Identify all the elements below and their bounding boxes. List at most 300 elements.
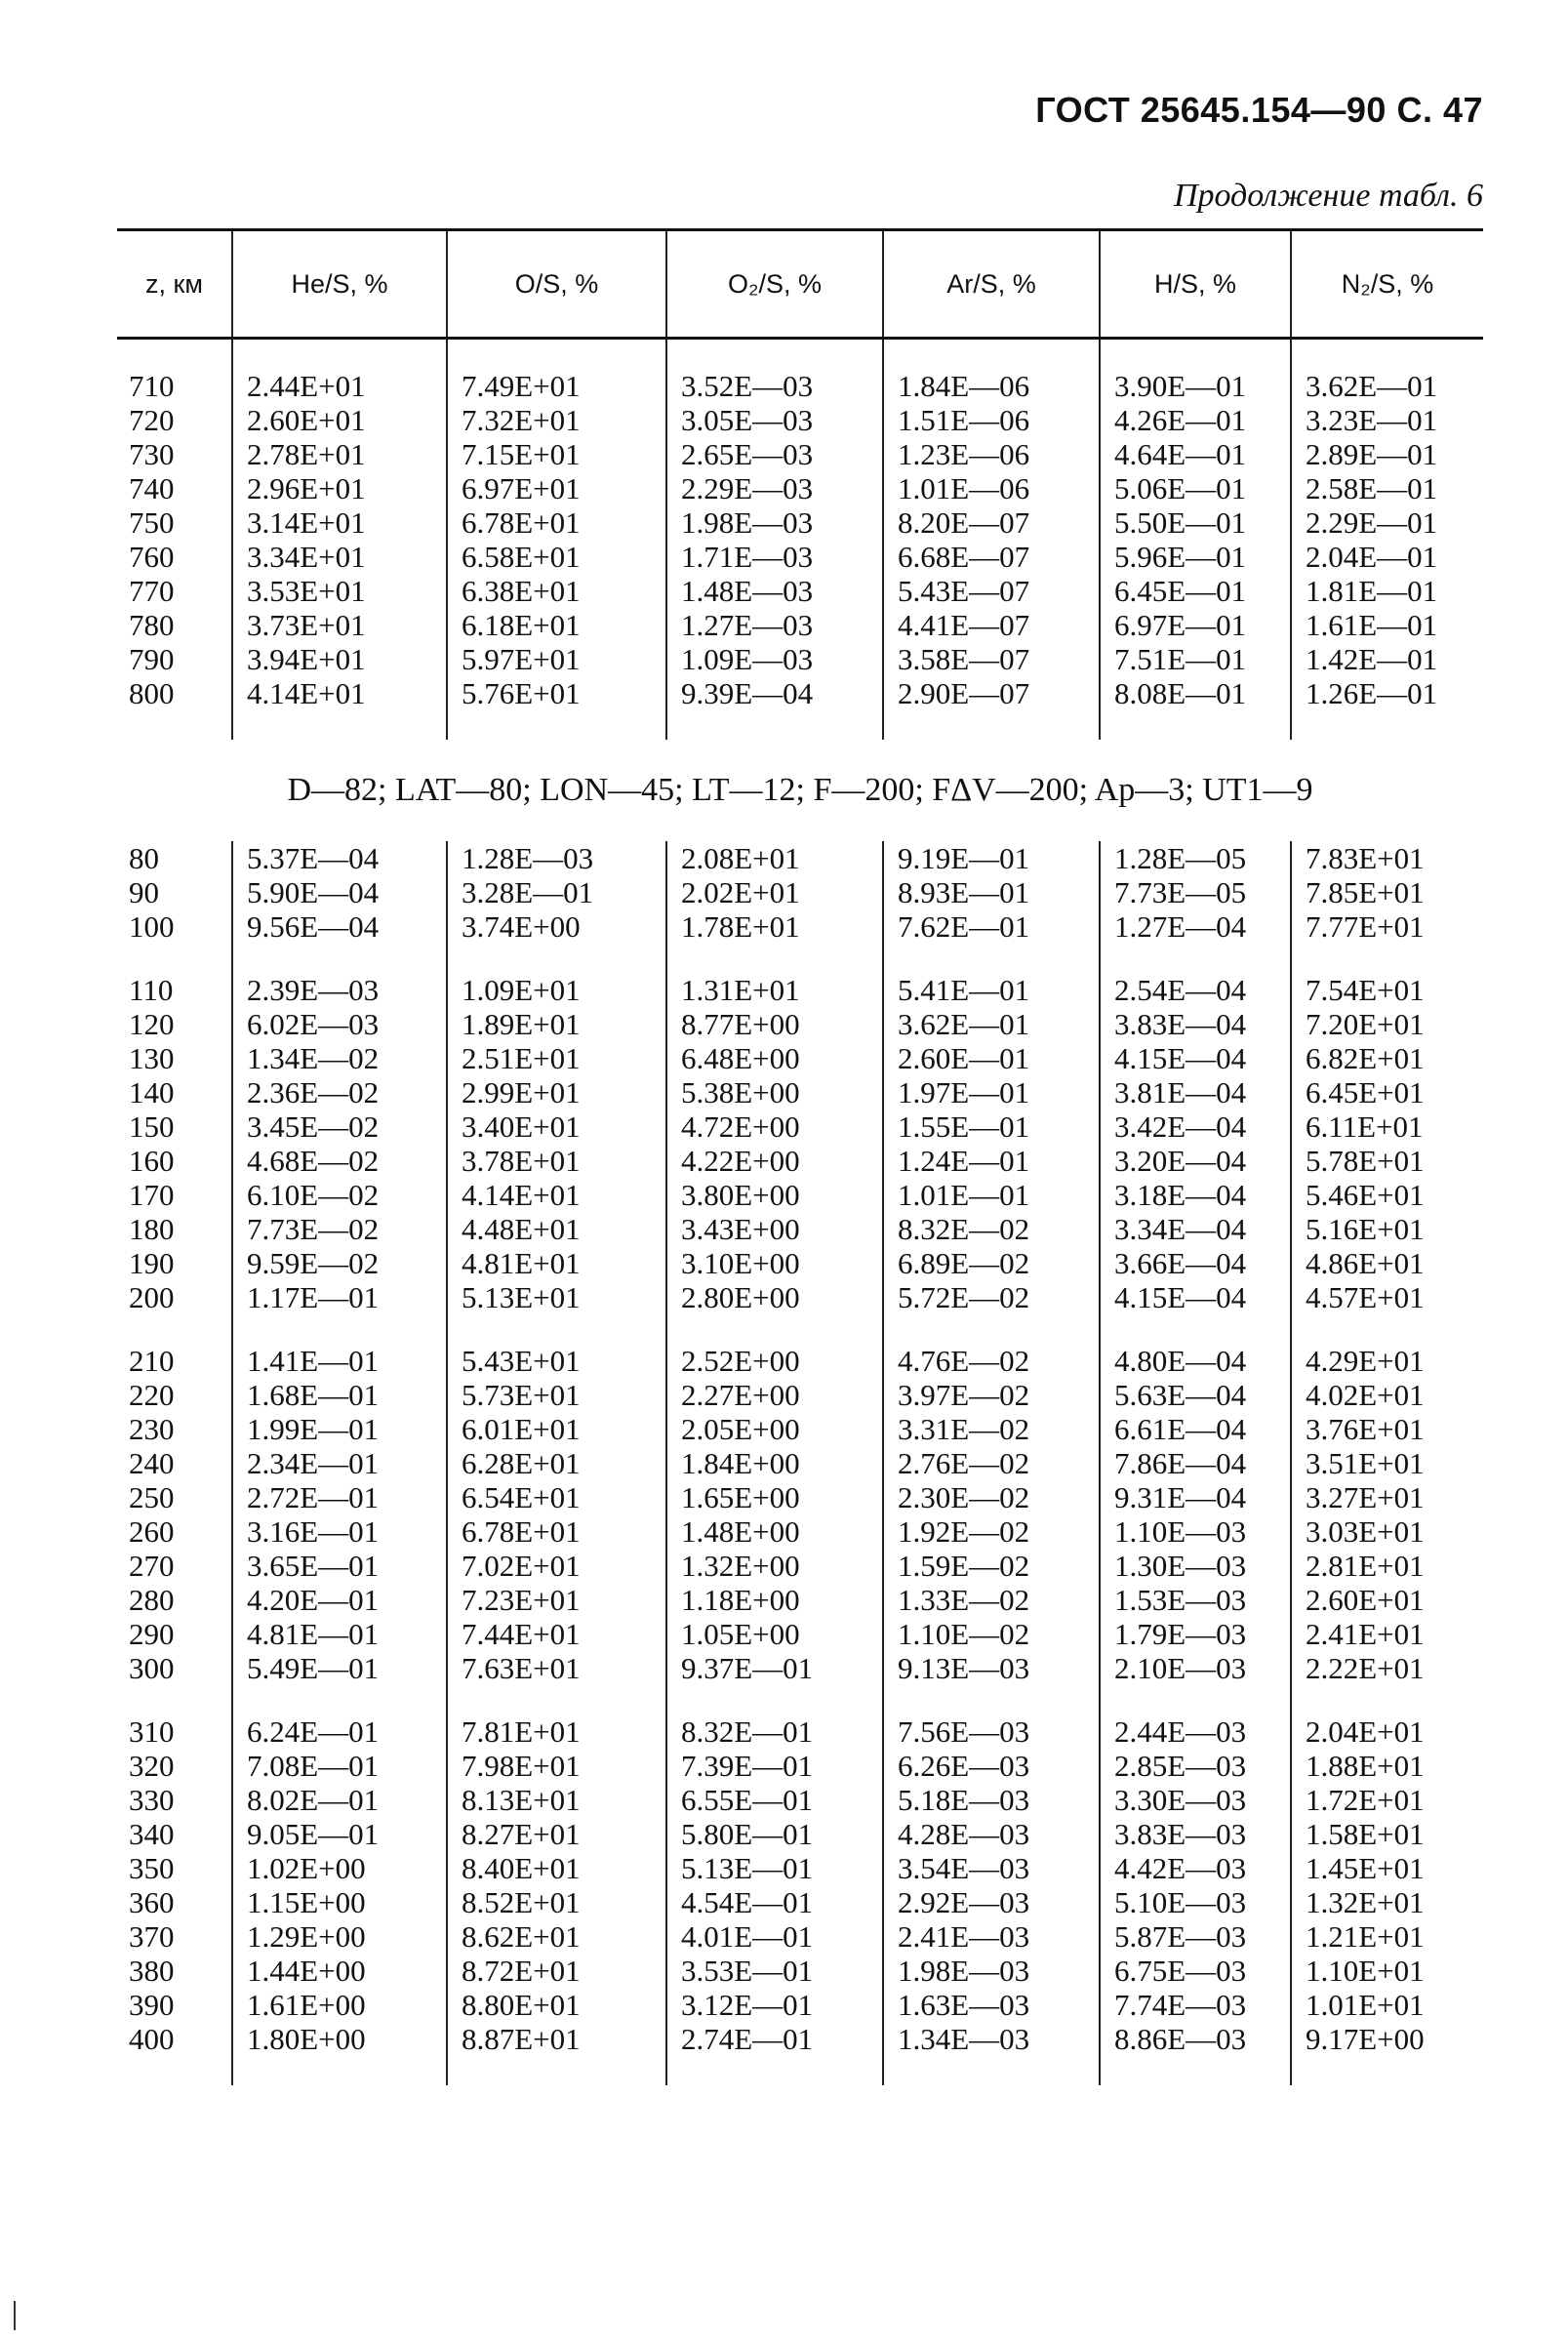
altitude-cell: 330 [129, 1783, 175, 1817]
value-cell: 1.65E+00 [666, 1480, 883, 1514]
value-cell: 5.96E—01 [1100, 540, 1291, 574]
value-cell: 1.32E+01 [1291, 1885, 1483, 1919]
value-cell: 1.84E+00 [666, 1446, 883, 1480]
altitude-cell: 290 [129, 1617, 175, 1651]
value-cell: 7.98E+01 [447, 1749, 666, 1783]
table-row [117, 1109, 1483, 1144]
value-cell: 6.58E+01 [447, 540, 666, 574]
column-header-o2: O₂/S, % [666, 230, 883, 339]
value-cell: 1.81E—01 [1291, 574, 1483, 608]
value-cell: 1.89E+01 [447, 1007, 666, 1041]
value-cell: 5.38E+00 [666, 1075, 883, 1109]
table-row [117, 1480, 1483, 1514]
value-cell: 1.31E+01 [666, 973, 883, 1007]
altitude-cell: 200 [129, 1280, 175, 1314]
table-row [117, 540, 1483, 574]
value-cell: 6.24E—01 [232, 1714, 447, 1749]
value-cell: 1.18E+00 [666, 1583, 883, 1617]
table-row [117, 1714, 1483, 1749]
table-row [117, 1412, 1483, 1446]
value-cell: 3.51E+01 [1291, 1446, 1483, 1480]
altitude-cell: 350 [129, 1851, 175, 1885]
value-cell: 4.01E—01 [666, 1919, 883, 1954]
value-cell: 2.72E—01 [232, 1480, 447, 1514]
altitude-cell: 380 [129, 1954, 175, 1988]
value-cell: 3.52E—03 [666, 369, 883, 403]
value-cell: 6.48E+00 [666, 1041, 883, 1075]
value-cell: 5.49E—01 [232, 1651, 447, 1685]
value-cell: 2.60E+01 [232, 403, 447, 437]
altitude-cell: 720 [129, 403, 175, 437]
value-cell: 4.15E—04 [1100, 1280, 1291, 1314]
table-row [117, 1651, 1483, 1685]
value-cell: 3.45E—02 [232, 1109, 447, 1144]
value-cell: 7.15E+01 [447, 437, 666, 471]
altitude-cell: 160 [129, 1144, 175, 1178]
conditions-row [117, 740, 1483, 841]
value-cell: 1.05E+00 [666, 1617, 883, 1651]
altitude-cell: 140 [129, 1075, 175, 1109]
value-cell: 3.18E—04 [1100, 1178, 1291, 1212]
value-cell: 5.78E+01 [1291, 1144, 1483, 1178]
value-cell: 2.04E—01 [1291, 540, 1483, 574]
value-cell: 3.12E—01 [666, 1988, 883, 2022]
value-cell: 8.40E+01 [447, 1851, 666, 1885]
value-cell: 1.98E—03 [666, 505, 883, 540]
value-cell: 2.27E+00 [666, 1378, 883, 1412]
standard-number: ГОСТ 25645.154—90 [1035, 90, 1387, 130]
value-cell: 2.80E+00 [666, 1280, 883, 1314]
table-spacer [117, 710, 1483, 740]
value-cell: 1.26E—01 [1291, 676, 1483, 710]
value-cell: 1.78E+01 [666, 909, 883, 944]
table-row [117, 1144, 1483, 1178]
value-cell: 3.16E—01 [232, 1514, 447, 1549]
value-cell: 1.33E—02 [883, 1583, 1100, 1617]
page-header [0, 90, 1483, 131]
table-row [117, 437, 1483, 471]
value-cell: 4.64E—01 [1100, 437, 1291, 471]
altitude-cell: 190 [129, 1246, 175, 1280]
value-cell: 4.54E—01 [666, 1885, 883, 1919]
value-cell: 4.41E—07 [883, 608, 1100, 642]
altitude-cell: 100 [129, 909, 175, 944]
value-cell: 8.72E+01 [447, 1954, 666, 1988]
value-cell: 4.81E—01 [232, 1617, 447, 1651]
value-cell: 1.53E—03 [1100, 1583, 1291, 1617]
table-row [117, 1549, 1483, 1583]
value-cell: 2.74E—01 [666, 2022, 883, 2056]
altitude-cell: 730 [129, 437, 175, 471]
value-cell: 1.84E—06 [883, 369, 1100, 403]
value-cell: 2.58E—01 [1291, 471, 1483, 505]
column-header-n2: N₂/S, % [1291, 230, 1483, 339]
value-cell: 3.42E—04 [1100, 1109, 1291, 1144]
table-row [117, 1041, 1483, 1075]
value-cell: 2.60E+01 [1291, 1583, 1483, 1617]
altitude-cell: 710 [129, 369, 175, 403]
value-cell: 1.30E—03 [1100, 1549, 1291, 1583]
table-row [117, 1988, 1483, 2022]
table-row [117, 1954, 1483, 1988]
value-cell: 5.43E—07 [883, 574, 1100, 608]
altitude-cell: 120 [129, 1007, 175, 1041]
margin-mark [14, 2301, 16, 2330]
value-cell: 7.39E—01 [666, 1749, 883, 1783]
value-cell: 7.73E—05 [1100, 875, 1291, 909]
altitude-cell: 230 [129, 1412, 175, 1446]
value-cell: 7.62E—01 [883, 909, 1100, 944]
altitude-cell: 110 [129, 973, 174, 1007]
value-cell: 4.68E—02 [232, 1144, 447, 1178]
value-cell: 3.53E—01 [666, 1954, 883, 1988]
table-row [117, 1919, 1483, 1954]
value-cell: 5.87E—03 [1100, 1919, 1291, 1954]
table-row [117, 1514, 1483, 1549]
value-cell: 6.89E—02 [883, 1246, 1100, 1280]
value-cell: 7.86E—04 [1100, 1446, 1291, 1480]
table-continuation-label: Продолжение табл. 6 [1173, 178, 1483, 214]
value-cell: 1.23E—06 [883, 437, 1100, 471]
value-cell: 9.59E—02 [232, 1246, 447, 1280]
column-header-altitude: z, км [117, 230, 232, 339]
column-header-he: He/S, % [232, 230, 447, 339]
value-cell: 6.28E+01 [447, 1446, 666, 1480]
value-cell: 7.85E+01 [1291, 875, 1483, 909]
value-cell: 1.79E—03 [1100, 1617, 1291, 1651]
value-cell: 1.92E—02 [883, 1514, 1100, 1549]
value-cell: 3.53E+01 [232, 574, 447, 608]
value-cell: 1.09E+01 [447, 973, 666, 1007]
value-cell: 7.32E+01 [447, 403, 666, 437]
value-cell: 3.62E—01 [1291, 369, 1483, 403]
value-cell: 4.26E—01 [1100, 403, 1291, 437]
value-cell: 7.23E+01 [447, 1583, 666, 1617]
value-cell: 1.10E—03 [1100, 1514, 1291, 1549]
value-cell: 3.05E—03 [666, 403, 883, 437]
altitude-cell: 760 [129, 540, 175, 574]
value-cell: 1.80E+00 [232, 2022, 447, 2056]
value-cell: 7.51E—01 [1100, 642, 1291, 676]
value-cell: 1.27E—04 [1100, 909, 1291, 944]
altitude-cell: 80 [129, 841, 159, 875]
altitude-cell: 250 [129, 1480, 175, 1514]
value-cell: 3.20E—04 [1100, 1144, 1291, 1178]
value-cell: 5.37E—04 [232, 841, 447, 875]
value-cell: 1.34E—03 [883, 2022, 1100, 2056]
value-cell: 3.81E—04 [1100, 1075, 1291, 1109]
table-row [117, 1617, 1483, 1651]
value-cell: 3.83E—04 [1100, 1007, 1291, 1041]
value-cell: 3.31E—02 [883, 1412, 1100, 1446]
value-cell: 8.52E+01 [447, 1885, 666, 1919]
altitude-cell: 210 [129, 1344, 175, 1378]
table-row [117, 574, 1483, 608]
value-cell: 2.02E+01 [666, 875, 883, 909]
value-cell: 3.23E—01 [1291, 403, 1483, 437]
value-cell: 3.40E+01 [447, 1109, 666, 1144]
value-cell: 5.80E—01 [666, 1817, 883, 1851]
table-row [117, 369, 1483, 403]
value-cell: 6.38E+01 [447, 574, 666, 608]
altitude-cell: 280 [129, 1583, 175, 1617]
page-number: С. 47 [1396, 90, 1483, 130]
value-cell: 6.78E+01 [447, 505, 666, 540]
group-spacer [117, 1685, 1483, 1714]
table-row [117, 608, 1483, 642]
value-cell: 6.01E+01 [447, 1412, 666, 1446]
altitude-cell: 90 [129, 875, 159, 909]
table-row [117, 2022, 1483, 2056]
table-row [117, 1007, 1483, 1041]
altitude-cell: 400 [129, 2022, 175, 2056]
table-row [117, 1817, 1483, 1851]
value-cell: 8.80E+01 [447, 1988, 666, 2022]
value-cell: 1.27E—03 [666, 608, 883, 642]
value-cell: 3.43E+00 [666, 1212, 883, 1246]
value-cell: 8.62E+01 [447, 1919, 666, 1954]
value-cell: 3.58E—07 [883, 642, 1100, 676]
value-cell: 6.55E—01 [666, 1783, 883, 1817]
value-cell: 7.74E—03 [1100, 1988, 1291, 2022]
value-cell: 5.76E+01 [447, 676, 666, 710]
value-cell: 5.46E+01 [1291, 1178, 1483, 1212]
altitude-cell: 390 [129, 1988, 175, 2022]
table-row [117, 505, 1483, 540]
value-cell: 8.86E—03 [1100, 2022, 1291, 2056]
value-cell: 6.11E+01 [1291, 1109, 1483, 1144]
value-cell: 2.65E—03 [666, 437, 883, 471]
value-cell: 1.61E+00 [232, 1988, 447, 2022]
table-row [117, 1783, 1483, 1817]
value-cell: 9.13E—03 [883, 1651, 1100, 1685]
value-cell: 8.02E—01 [232, 1783, 447, 1817]
value-cell: 8.32E—01 [666, 1714, 883, 1749]
value-cell: 3.30E—03 [1100, 1783, 1291, 1817]
altitude-cell: 770 [129, 574, 175, 608]
table-row [117, 471, 1483, 505]
value-cell: 4.15E—04 [1100, 1041, 1291, 1075]
value-cell: 1.34E—02 [232, 1041, 447, 1075]
value-cell: 3.74E+00 [447, 909, 666, 944]
value-cell: 4.14E+01 [447, 1178, 666, 1212]
value-cell: 9.56E—04 [232, 909, 447, 944]
value-cell: 2.08E+01 [666, 841, 883, 875]
altitude-cell: 340 [129, 1817, 175, 1851]
value-cell: 1.32E+00 [666, 1549, 883, 1583]
altitude-cell: 790 [129, 642, 175, 676]
group-spacer [117, 1314, 1483, 1344]
value-cell: 4.86E+01 [1291, 1246, 1483, 1280]
table-row [117, 1344, 1483, 1378]
value-cell: 7.49E+01 [447, 369, 666, 403]
value-cell: 8.13E+01 [447, 1783, 666, 1817]
value-cell: 5.50E—01 [1100, 505, 1291, 540]
value-cell: 2.36E—02 [232, 1075, 447, 1109]
value-cell: 2.76E—02 [883, 1446, 1100, 1480]
value-cell: 3.10E+00 [666, 1246, 883, 1280]
value-cell: 6.18E+01 [447, 608, 666, 642]
value-cell: 2.92E—03 [883, 1885, 1100, 1919]
value-cell: 8.08E—01 [1100, 676, 1291, 710]
value-cell: 2.39E—03 [232, 973, 447, 1007]
value-cell: 5.16E+01 [1291, 1212, 1483, 1246]
altitude-cell: 310 [129, 1714, 175, 1749]
value-cell: 3.78E+01 [447, 1144, 666, 1178]
value-cell: 4.80E—04 [1100, 1344, 1291, 1378]
value-cell: 2.44E—03 [1100, 1714, 1291, 1749]
value-cell: 3.83E—03 [1100, 1817, 1291, 1851]
value-cell: 1.29E+00 [232, 1919, 447, 1954]
value-cell: 7.08E—01 [232, 1749, 447, 1783]
table-row [117, 875, 1483, 909]
value-cell: 1.42E—01 [1291, 642, 1483, 676]
value-cell: 5.18E—03 [883, 1783, 1100, 1817]
value-cell: 1.88E+01 [1291, 1749, 1483, 1783]
value-cell: 3.66E—04 [1100, 1246, 1291, 1280]
value-cell: 2.89E—01 [1291, 437, 1483, 471]
value-cell: 1.24E—01 [883, 1144, 1100, 1178]
value-cell: 1.28E—05 [1100, 841, 1291, 875]
value-cell: 2.99E+01 [447, 1075, 666, 1109]
value-cell: 5.97E+01 [447, 642, 666, 676]
value-cell: 1.48E+00 [666, 1514, 883, 1549]
value-cell: 5.73E+01 [447, 1378, 666, 1412]
altitude-cell: 150 [129, 1109, 175, 1144]
table-header-row [117, 230, 1483, 339]
value-cell: 6.45E+01 [1291, 1075, 1483, 1109]
value-cell: 7.83E+01 [1291, 841, 1483, 875]
value-cell: 1.28E—03 [447, 841, 666, 875]
value-cell: 6.68E—07 [883, 540, 1100, 574]
value-cell: 1.97E—01 [883, 1075, 1100, 1109]
group-spacer [117, 944, 1483, 973]
value-cell: 5.63E—04 [1100, 1378, 1291, 1412]
value-cell: 1.10E+01 [1291, 1954, 1483, 1988]
value-cell: 2.29E—01 [1291, 505, 1483, 540]
value-cell: 6.02E—03 [232, 1007, 447, 1041]
value-cell: 1.45E+01 [1291, 1851, 1483, 1885]
table-spacer [117, 339, 1483, 370]
altitude-cell: 740 [129, 471, 175, 505]
table-row [117, 909, 1483, 944]
value-cell: 2.22E+01 [1291, 1651, 1483, 1685]
value-cell: 1.21E+01 [1291, 1919, 1483, 1954]
value-cell: 3.73E+01 [232, 608, 447, 642]
table-row [117, 642, 1483, 676]
value-cell: 2.04E+01 [1291, 1714, 1483, 1749]
value-cell: 9.05E—01 [232, 1817, 447, 1851]
value-cell: 1.01E+01 [1291, 1988, 1483, 2022]
value-cell: 7.20E+01 [1291, 1007, 1483, 1041]
value-cell: 6.78E+01 [447, 1514, 666, 1549]
table-row [117, 1583, 1483, 1617]
value-cell: 1.71E—03 [666, 540, 883, 574]
conditions-line: D—82; LAT—80; LON—45; LT—12; F—200; FΔV—200; Ap—3; UT1—9 [287, 772, 1313, 808]
value-cell: 6.10E—02 [232, 1178, 447, 1212]
value-cell: 3.80E+00 [666, 1178, 883, 1212]
value-cell: 3.03E+01 [1291, 1514, 1483, 1549]
table-row [117, 1280, 1483, 1314]
value-cell: 1.10E—02 [883, 1617, 1100, 1651]
value-cell: 4.81E+01 [447, 1246, 666, 1280]
value-cell: 2.90E—07 [883, 676, 1100, 710]
value-cell: 4.02E+01 [1291, 1378, 1483, 1412]
value-cell: 8.20E—07 [883, 505, 1100, 540]
table-row [117, 403, 1483, 437]
value-cell: 6.75E—03 [1100, 1954, 1291, 1988]
data-table [117, 228, 1483, 2085]
value-cell: 3.34E—04 [1100, 1212, 1291, 1246]
value-cell: 7.54E+01 [1291, 973, 1483, 1007]
value-cell: 9.19E—01 [883, 841, 1100, 875]
column-header-ar: Ar/S, % [883, 230, 1100, 339]
value-cell: 5.41E—01 [883, 973, 1100, 1007]
value-cell: 3.76E+01 [1291, 1412, 1483, 1446]
altitude-cell: 220 [129, 1378, 175, 1412]
altitude-cell: 260 [129, 1514, 175, 1549]
value-cell: 3.34E+01 [232, 540, 447, 574]
value-cell: 3.90E—01 [1100, 369, 1291, 403]
value-cell: 1.63E—03 [883, 1988, 1100, 2022]
value-cell: 7.02E+01 [447, 1549, 666, 1583]
value-cell: 4.29E+01 [1291, 1344, 1483, 1378]
value-cell: 2.60E—01 [883, 1041, 1100, 1075]
table-row [117, 973, 1483, 1007]
value-cell: 9.31E—04 [1100, 1480, 1291, 1514]
value-cell: 2.85E—03 [1100, 1749, 1291, 1783]
value-cell: 3.97E—02 [883, 1378, 1100, 1412]
table-row [117, 841, 1483, 875]
value-cell: 3.54E—03 [883, 1851, 1100, 1885]
table-row [117, 1885, 1483, 1919]
table-row [117, 1178, 1483, 1212]
value-cell: 7.81E+01 [447, 1714, 666, 1749]
value-cell: 8.27E+01 [447, 1817, 666, 1851]
value-cell: 2.51E+01 [447, 1041, 666, 1075]
value-cell: 2.81E+01 [1291, 1549, 1483, 1583]
altitude-cell: 750 [129, 505, 175, 540]
value-cell: 1.59E—02 [883, 1549, 1100, 1583]
value-cell: 3.65E—01 [232, 1549, 447, 1583]
value-cell: 8.32E—02 [883, 1212, 1100, 1246]
altitude-cell: 300 [129, 1651, 175, 1685]
value-cell: 9.39E—04 [666, 676, 883, 710]
value-cell: 4.72E+00 [666, 1109, 883, 1144]
value-cell: 5.10E—03 [1100, 1885, 1291, 1919]
value-cell: 3.94E+01 [232, 642, 447, 676]
table-row [117, 1212, 1483, 1246]
value-cell: 4.22E+00 [666, 1144, 883, 1178]
altitude-cell: 360 [129, 1885, 175, 1919]
value-cell: 6.82E+01 [1291, 1041, 1483, 1075]
value-cell: 4.20E—01 [232, 1583, 447, 1617]
value-cell: 7.63E+01 [447, 1651, 666, 1685]
table-tail [117, 2056, 1483, 2085]
table-row [117, 1246, 1483, 1280]
value-cell: 1.01E—06 [883, 471, 1100, 505]
value-cell: 2.44E+01 [232, 369, 447, 403]
altitude-cell: 270 [129, 1549, 175, 1583]
value-cell: 1.41E—01 [232, 1344, 447, 1378]
value-cell: 3.27E+01 [1291, 1480, 1483, 1514]
altitude-cell: 780 [129, 608, 175, 642]
value-cell: 7.44E+01 [447, 1617, 666, 1651]
value-cell: 1.51E—06 [883, 403, 1100, 437]
value-cell: 4.42E—03 [1100, 1851, 1291, 1885]
altitude-cell: 320 [129, 1749, 175, 1783]
value-cell: 2.78E+01 [232, 437, 447, 471]
